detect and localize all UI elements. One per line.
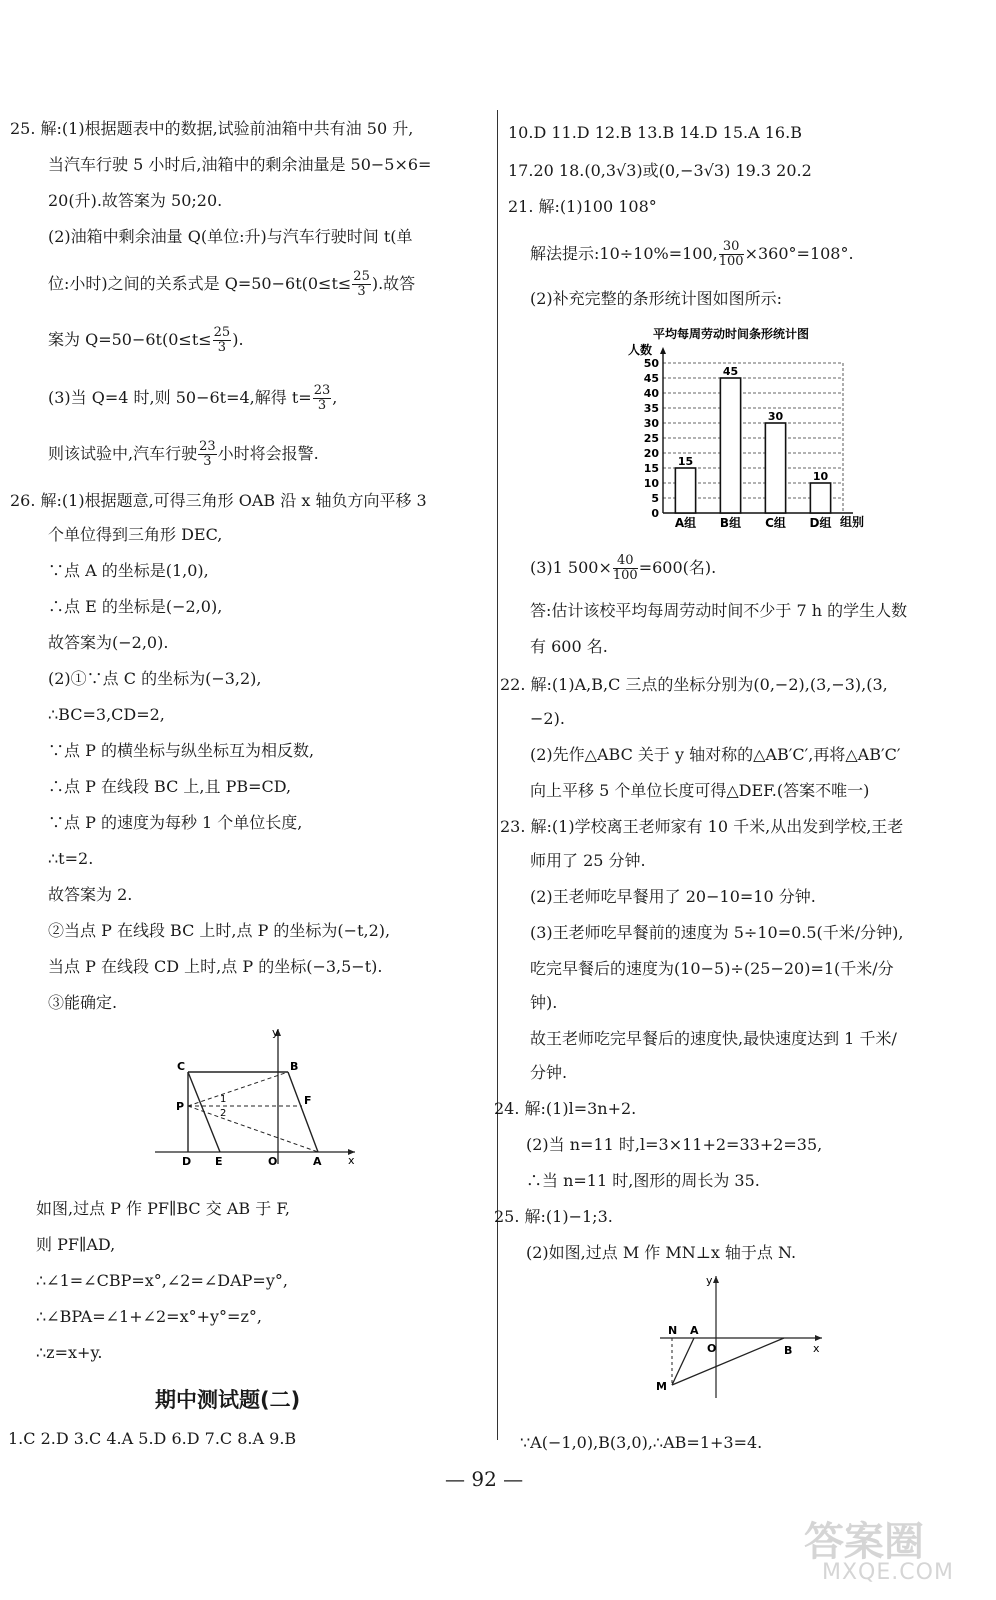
watermark-main: 答案圈 [804, 1519, 924, 1565]
q26-line11: ∴t=2. [48, 849, 94, 868]
fraction: $\frac{25}{3}$ [213, 325, 231, 355]
q26-line17: 则 PF∥AD, [36, 1235, 116, 1254]
q21-line3: (2)补充完整的条形统计图如图所示: [530, 289, 783, 308]
q26-geometry-figure [150, 1024, 370, 1169]
label-x: x [348, 1154, 355, 1167]
q23-line1: 23. 解:(1)学校离王老师家有 10 千米,从出发到学校,王老 [500, 817, 904, 836]
y-tick-label: 25 [643, 432, 659, 445]
label-x: x [813, 1342, 820, 1355]
q25r-line2: (2)如图,过点 M 作 MN⊥x 轴于点 N. [526, 1243, 797, 1262]
fraction: $\frac{30}{100}$ [718, 239, 744, 269]
y-tick-label: 40 [643, 387, 659, 400]
y-tick-label: 15 [643, 462, 659, 475]
fraction: $\frac{23}{3}$ [199, 439, 216, 469]
bar-value-label: 30 [767, 410, 784, 423]
column-divider [497, 110, 498, 1440]
label-B: B [290, 1060, 299, 1073]
bar-1 [675, 468, 695, 513]
y-axis-arrow [660, 347, 666, 354]
q26-line1: 26. 解:(1)根据题意,可得三角形 OAB 沿 x 轴负方向平移 3 [10, 491, 427, 510]
q23-line6: 钟). [530, 993, 558, 1012]
q26-line19: ∴∠BPA=∠1+∠2=x°+y°=z°, [36, 1307, 262, 1326]
bar-chart [618, 318, 878, 536]
y-tick-label: 50 [643, 357, 659, 370]
label-B: B [784, 1344, 793, 1357]
y-tick-label: 0 [651, 507, 659, 520]
chart-ylabel: 人数 [628, 343, 653, 357]
q26-line9: ∴点 P 在线段 BC 上,且 PB=CD, [48, 777, 292, 796]
q21-line6: 有 600 名. [530, 637, 608, 656]
q25r-line3: ∵A(−1,0),B(3,0),∴AB=1+3=4. [520, 1433, 763, 1452]
bar-3 [765, 423, 785, 513]
q26-line8: ∵点 P 的横坐标与纵坐标互为相反数, [48, 741, 315, 760]
q25r-line1: 25. 解:(1)−1;3. [494, 1207, 613, 1226]
mc-answers-1-9: 1.C 2.D 3.C 4.A 5.D 6.D 7.C 8.A 9.B [8, 1429, 297, 1448]
bar-4 [810, 483, 830, 513]
q23-line7: 故王老师吃完早餐后的速度快,最快速度达到 1 千米/ [530, 1029, 897, 1048]
label-F: F [304, 1094, 312, 1107]
angle-2: 2 [220, 1108, 227, 1119]
q22-line4: 向上平移 5 个单位长度可得△DEF.(答案不唯一) [530, 781, 870, 800]
bar-value-label: 10 [812, 470, 829, 483]
watermark-sub: MXQE.COM [822, 1560, 954, 1585]
y-tick-label: 20 [643, 447, 659, 460]
q24-line1: 24. 解:(1)l=3n+2. [494, 1099, 637, 1118]
q25-line3: 20(升).故答案为 50;20. [48, 191, 223, 210]
q26-line12: 故答案为 2. [48, 885, 133, 904]
x-tick-label: A组 [674, 516, 697, 530]
q25-line1: 25. 解:(1)根据题表中的数据,试验前油箱中共有油 50 升, [10, 119, 414, 138]
q25-line4: (2)油箱中剩余油量 Q(单位:升)与汽车行驶时间 t(单 [48, 227, 413, 246]
q26-line3: ∵点 A 的坐标是(1,0), [48, 561, 209, 580]
x-tick-label: C组 [765, 516, 786, 530]
label-P: P [176, 1100, 185, 1113]
q23-line4: (3)王老师吃早餐前的速度为 5÷10=0.5(千米/分钟), [530, 923, 904, 942]
answers-10-16: 10.D 11.D 12.B 13.B 14.D 15.A 16.B [508, 123, 802, 142]
q26-line2: 个单位得到三角形 DEC, [48, 525, 223, 544]
label-E: E [215, 1155, 223, 1168]
x-tick-label: B组 [719, 516, 742, 530]
chart-bars [675, 365, 832, 530]
q26-line18: ∴∠1=∠CBP=x°,∠2=∠DAP=y°, [36, 1271, 288, 1290]
q22-line3: (2)先作△ABC 关于 y 轴对称的△AB′C′,再将△AB′C′ [530, 745, 901, 764]
fraction: $\frac{25}{3}$ [353, 269, 370, 299]
label-D: D [182, 1155, 192, 1168]
x-tick-label: D组 [809, 516, 832, 530]
section-title: 期中测试题(二) [155, 1388, 301, 1412]
label-y: y [272, 1026, 279, 1039]
q26-line4: ∴点 E 的坐标是(−2,0), [48, 597, 223, 616]
fraction: $\frac{23}{3}$ [313, 383, 331, 413]
q21-line4: (3)1 500× $\frac{40}{100}$ =600(名). [530, 553, 717, 583]
q26-line5: 故答案为(−2,0). [48, 633, 169, 652]
label-C: C [177, 1060, 186, 1073]
watermark [804, 1510, 974, 1590]
label-A: A [313, 1155, 322, 1168]
bar-value-label: 15 [677, 455, 694, 468]
q26-line13: ②当点 P 在线段 BC 上时,点 P 的坐标为(−t,2), [48, 921, 391, 940]
y-tick-label: 45 [643, 372, 659, 385]
chart-xlabel: 组别 [840, 515, 865, 529]
label-y: y [706, 1274, 713, 1287]
q26-line15: ③能确定. [48, 993, 118, 1012]
q26-line14: 当点 P 在线段 CD 上时,点 P 的坐标(−3,5−t). [48, 957, 383, 976]
q21-line5: 答:估计该校平均每周劳动时间不少于 7 h 的学生人数 [530, 601, 908, 620]
q26-line7: ∴BC=3,CD=2, [48, 705, 165, 724]
label-M: M [656, 1380, 667, 1393]
label-A: A [690, 1324, 699, 1337]
q25-line8: 则该试验中,汽车行驶 $\frac{23}{3}$ 小时将会报警. [48, 439, 319, 469]
q23-line8: 分钟. [530, 1063, 568, 1082]
y-tick-label: 35 [643, 402, 659, 415]
q26-line6: (2)①∵点 C 的坐标为(−3,2), [48, 669, 262, 688]
q25-line6: 案为 Q=50−6t(0≤t≤ $\frac{25}{3}$ ). [48, 325, 244, 355]
bar-value-label: 45 [722, 365, 739, 378]
q22-line2: −2). [530, 709, 565, 728]
label-O: O [268, 1155, 278, 1168]
page-number: — 92 — [445, 1467, 524, 1491]
q22-line1: 22. 解:(1)A,B,C 三点的坐标分别为(0,−2),(3,−3),(3, [500, 675, 888, 694]
q25-line5: 位:小时)之间的关系式是 Q=50−6t(0≤t≤ $\frac{25}{3}$ ).故答 [48, 269, 416, 299]
q23-line5: 吃完早餐后的速度为(10−5)÷(25−20)=1(千米/分 [530, 959, 894, 978]
q21-line2: 解法提示:10÷10%=100, $\frac{30}{100}$ ×360°=108°. [530, 239, 854, 269]
q23-line2: 师用了 25 分钟. [530, 851, 646, 870]
y-tick-label: 30 [643, 417, 659, 430]
q24-line3: ∴当 n=11 时,图形的周长为 35. [526, 1171, 760, 1190]
y-tick-label: 5 [651, 492, 659, 505]
q26-line20: ∴z=x+y. [36, 1343, 103, 1362]
label-N: N [668, 1324, 678, 1337]
q26-line10: ∵点 P 的速度为每秒 1 个单位长度, [48, 813, 303, 832]
q26-line16: 如图,过点 P 作 PF∥BC 交 AB 于 F, [36, 1199, 291, 1218]
q23-line3: (2)王老师吃早餐用了 20−10=10 分钟. [530, 887, 816, 906]
q25-line7: (3)当 Q=4 时,则 50−6t=4,解得 t= $\frac{23}{3}$ , [48, 383, 338, 413]
bar-2 [720, 378, 740, 513]
y-tick-label: 10 [643, 477, 659, 490]
label-O: O [707, 1342, 717, 1355]
chart-title: 平均每周劳动时间条形统计图 [653, 327, 810, 341]
q25-coordinate-figure [650, 1270, 830, 1400]
answers-17-20: 17.20 18.(0,3√3)或(0,−3√3) 19.3 20.2 [508, 161, 812, 180]
q25-line2: 当汽车行驶 5 小时后,油箱中的剩余油量是 50−5×6= [48, 155, 432, 174]
angle-1: 1 [220, 1094, 227, 1105]
q24-line2: (2)当 n=11 时,l=3×11+2=33+2=35, [526, 1135, 823, 1154]
fraction: $\frac{40}{100}$ [612, 553, 638, 583]
q21-line1: 21. 解:(1)100 108° [508, 197, 657, 216]
